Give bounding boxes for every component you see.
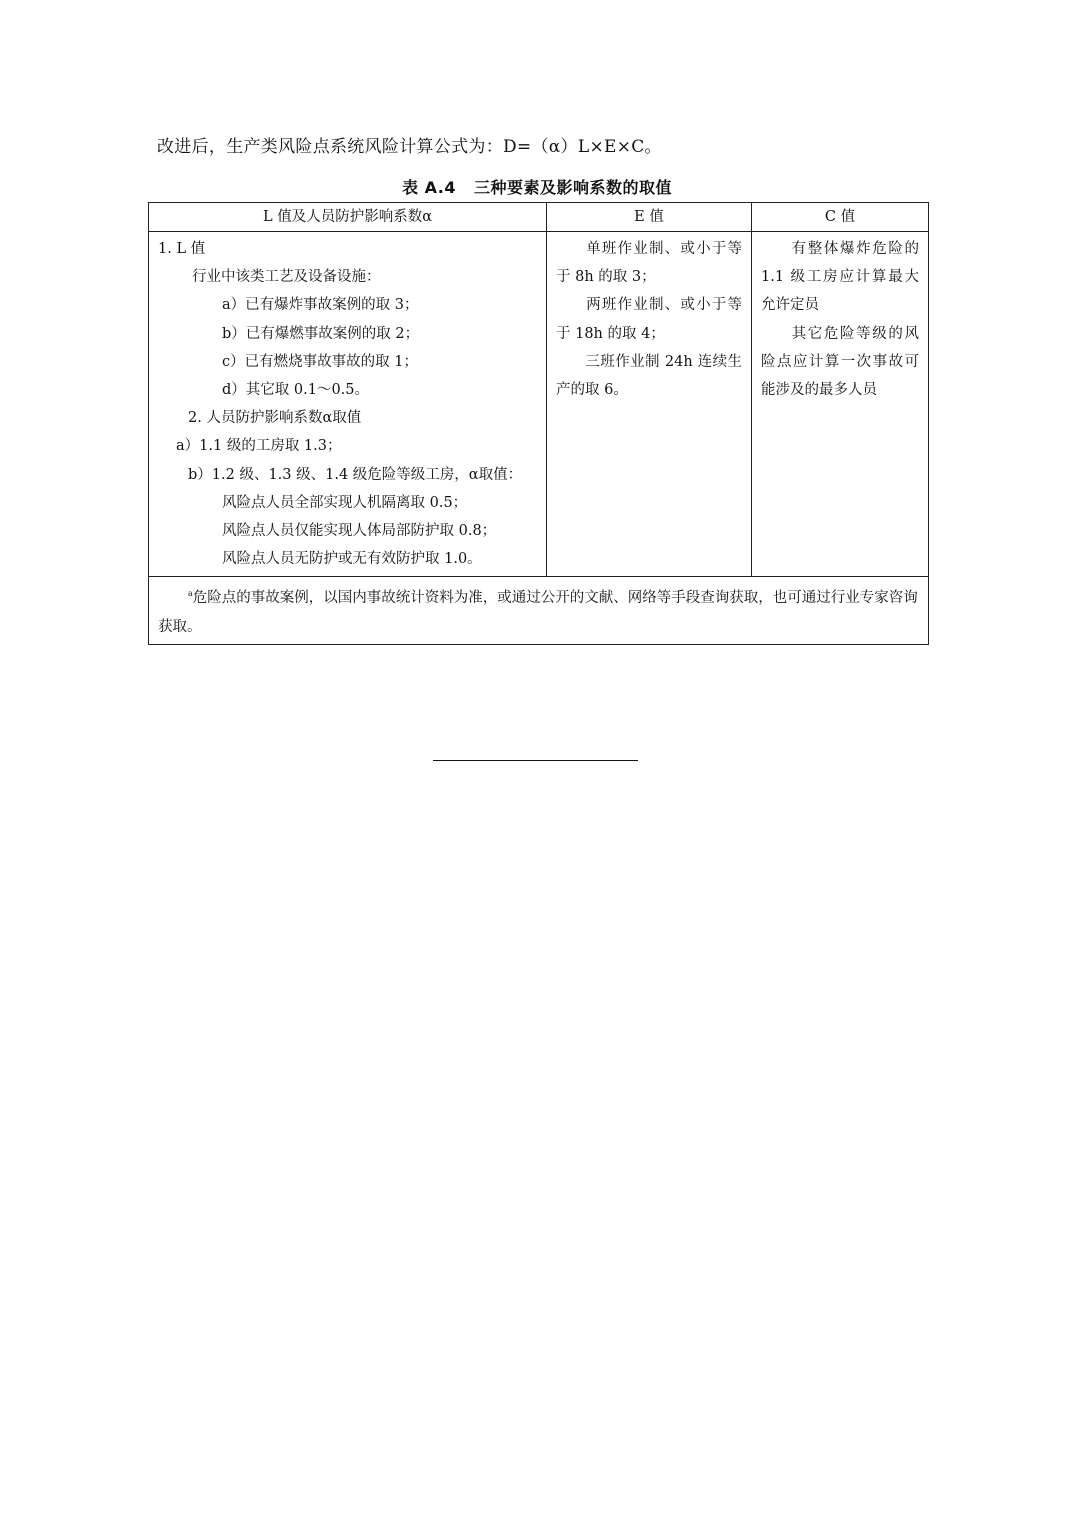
alpha-item-a: a）1.1 级的工房取 1.3； bbox=[176, 438, 342, 455]
e-item-single-shift bbox=[556, 235, 742, 291]
values-table bbox=[148, 202, 929, 645]
e-item-three-shift bbox=[556, 348, 742, 404]
c-item-other-text: 其它危险等级的风险点应计算一次事故可能涉及的最多人员 bbox=[761, 325, 919, 399]
header-e-value: E 值 bbox=[547, 203, 752, 232]
table-note bbox=[149, 577, 929, 644]
alpha-option-none: 风险点人员无防护或无有效防护取 1.0。 bbox=[222, 551, 482, 568]
e-item-two-shift bbox=[556, 291, 742, 347]
header-l-value: L 值及人员防护影响系数α bbox=[149, 203, 547, 232]
l-item-a: a）已有爆炸事故案例的取 3； bbox=[222, 297, 419, 314]
e-item-two-shift-text: 两班作业制、或小于等于 18h 的取 4； bbox=[556, 297, 742, 342]
table-title: 三种要素及影响系数的取值 bbox=[473, 178, 672, 197]
e-value-cell bbox=[547, 232, 752, 577]
table-note-row bbox=[149, 577, 929, 644]
table-body-row bbox=[149, 232, 929, 577]
header-c-value: C 值 bbox=[752, 203, 929, 232]
alpha-option-partial: 风险点人员仅能实现人体局部防护取 0.8； bbox=[222, 523, 497, 540]
table-header-row bbox=[149, 203, 929, 232]
e-item-three-shift-text: 三班作业制 24h 连续生产的取 6。 bbox=[556, 353, 742, 399]
l-item-b: b）已有爆燃事故案例的取 2； bbox=[222, 325, 420, 342]
l-item-d: d）其它取 0.1～0.5。 bbox=[222, 382, 370, 399]
alpha-heading: 2. 人员防护影响系数α取值 bbox=[188, 410, 362, 427]
c-item-explosion bbox=[761, 235, 919, 320]
c-value-cell bbox=[752, 232, 929, 577]
table-number: 表 A.4 bbox=[402, 178, 456, 197]
e-item-single-shift-text: 单班作业制、或小于等于 8h 的取 3； bbox=[556, 241, 742, 286]
l-item-c: c）已有燃烧事故事故的取 1； bbox=[222, 353, 418, 370]
note-text: 危险点的事故案例，以国内事故统计资料为准，或通过公开的文献、网络等手段查询获取，也可通过行业专家咨询获取。 bbox=[158, 590, 918, 635]
l-item-subheading: 行业中该类工艺及设备设施： bbox=[192, 269, 381, 286]
l-item-heading: 1. L 值 bbox=[158, 241, 206, 257]
c-item-other bbox=[761, 320, 919, 405]
l-value-cell bbox=[149, 232, 547, 577]
intro-paragraph: 改进后，生产类风险点系统风险计算公式为：D=（α）L×E×C。 bbox=[157, 137, 662, 157]
end-rule bbox=[433, 760, 638, 761]
note-marker: a bbox=[188, 589, 193, 599]
alpha-option-isolation: 风险点人员全部实现人机隔离取 0.5； bbox=[222, 494, 468, 511]
c-item-explosion-text: 有整体爆炸危险的 1.1 级工房应计算最大允许定员 bbox=[761, 241, 919, 314]
alpha-item-b: b）1.2 级、1.3 级、1.4 级危险等级工房，α取值： bbox=[188, 466, 523, 483]
table-caption bbox=[0, 175, 1074, 198]
